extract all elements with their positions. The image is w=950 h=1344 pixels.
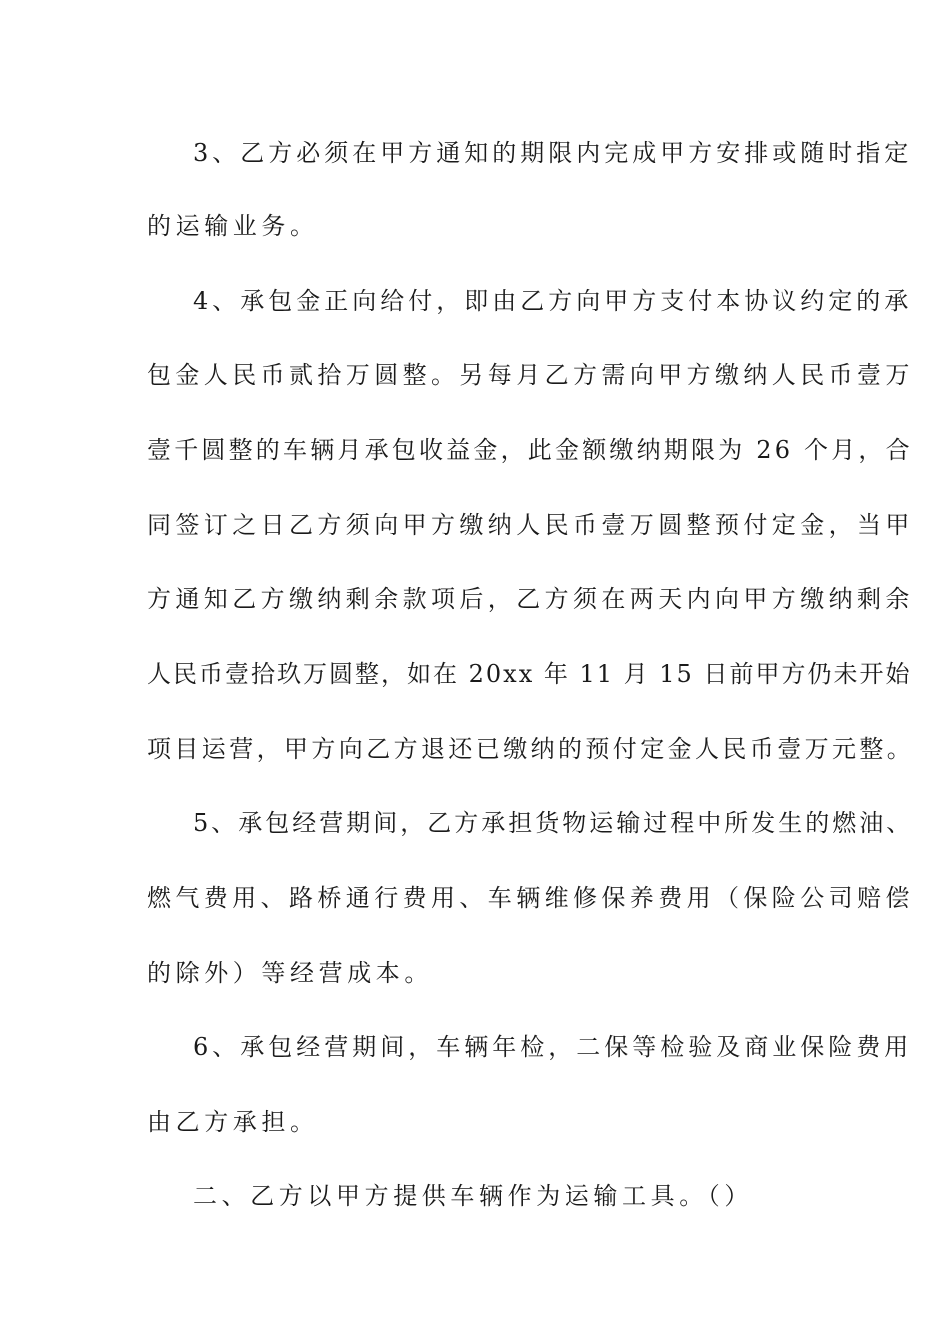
clause-4-line-3: 壹千圆整的车辆月承包收益金，此金额缴纳期限为 26 个月，合 <box>147 436 913 464</box>
clause-4-line-4: 同签订之日乙方须向甲方缴纳人民币壹万圆整预付定金，当甲 <box>147 511 914 539</box>
clause-4-line-5: 方通知乙方缴纳剩余款项后，乙方须在两天内向甲方缴纳剩余 <box>147 585 914 613</box>
clause-5-line-3: 的除外）等经营成本。 <box>147 959 433 987</box>
clause-3-line-2: 的运输业务。 <box>147 212 319 240</box>
clause-6-line-1: 6、承包经营期间，车辆年检，二保等检验及商业保险费用 <box>193 1033 913 1061</box>
clause-5-line-1: 5、承包经营期间，乙方承担货物运输过程中所发生的燃油、 <box>193 809 914 837</box>
clause-3-line-1: 3、乙方必须在甲方通知的期限内完成甲方安排或随时指定 <box>193 139 913 167</box>
clause-4-line-1: 4、承包金正向给付，即由乙方向甲方支付本协议约定的承 <box>193 287 913 315</box>
clause-4-line-7: 项目运营，甲方向乙方退还已缴纳的预付定金人民币壹万元整。 <box>147 735 915 763</box>
clause-6-line-2: 由乙方承担。 <box>147 1108 319 1136</box>
clause-4-line-2: 包金人民币贰拾万圆整。另每月乙方需向甲方缴纳人民币壹万 <box>147 361 914 389</box>
clause-4-line-6: 人民币壹拾玖万圆整，如在 20xx 年 11 月 15 日前甲方仍未开始 <box>147 660 912 688</box>
clause-5-line-2: 燃气费用、路桥通行费用、车辆维修保养费用（保险公司赔偿 <box>147 884 914 912</box>
section-2-heading: 二、乙方以甲方提供车辆作为运输工具。（） <box>193 1182 753 1210</box>
